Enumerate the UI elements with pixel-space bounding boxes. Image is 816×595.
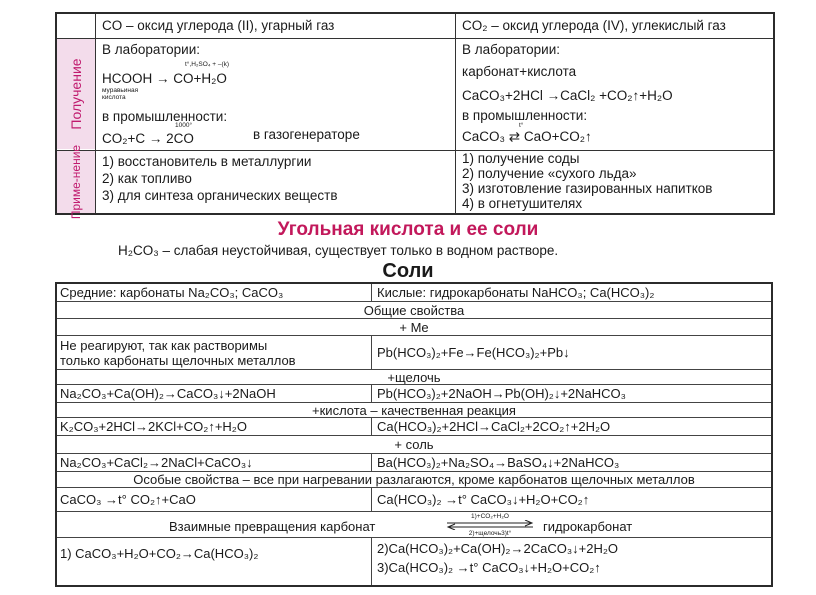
- metal-right-reaction: Pb(HCO₃)₂+Fe→Fe(HCO₃)₂+Pb↓: [377, 345, 570, 360]
- section-title: Угольная кислота и ее соли: [277, 219, 539, 240]
- metal-left-line: Не реагируют, так как растворимы: [60, 338, 268, 353]
- col-divider: [371, 335, 372, 369]
- header-carbonates: Средние: карбонаты Na₂CO₃; CaCO₃: [60, 285, 284, 300]
- acid-description: H₂CO₃ – слабая неустойчивая, существует только в водном растворе.: [118, 243, 559, 258]
- co-lab-label: В лаборатории:: [102, 42, 200, 57]
- col-divider: [371, 487, 372, 511]
- co2-app-item: 3) изготовление газированных напитков: [462, 181, 713, 196]
- final-right-reaction: 3)Ca(HCO₃)₂ →t° CaCO₃↓+H₂O+CO₂↑: [377, 560, 601, 575]
- heat-left-reaction: CaCO₃ →t° CO₂↑+CaO: [60, 492, 196, 507]
- table-row: [57, 417, 771, 436]
- interconversion-forward: 1)+CO₂+H₂O: [471, 513, 509, 520]
- final-left-reaction: 1) CaCO₃+H₂O+CO₂→Ca(HCO₃)₂: [60, 546, 259, 561]
- salts-table: [55, 282, 773, 587]
- interconversion-right: гидрокарбонат: [543, 519, 633, 534]
- co2-lab-reaction: CaCO₃+2HCl →CaCl₂ +CO₂↑+H₂O: [462, 88, 673, 103]
- co-industry-temp: 1000°: [175, 122, 193, 129]
- table-row: [57, 284, 771, 301]
- co2-industry-temp: t°: [519, 122, 524, 129]
- co-industry-reaction: CO₂+C → 2CO: [102, 131, 194, 146]
- co2-lab-sub: карбонат+кислота: [462, 64, 577, 79]
- co-lab-note: муравьиная кислота: [102, 87, 139, 101]
- co-lab-reaction: HCOOH → CO+H₂O: [102, 71, 227, 86]
- side-label-text: Получение: [68, 58, 84, 130]
- side-label-application: [57, 144, 95, 220]
- col-divider: [371, 453, 372, 471]
- co2-industry-reaction: CaCO₃ ⇄ CaO+CO₂↑: [462, 129, 592, 144]
- col-divider: [371, 284, 372, 301]
- acid-left-reaction: K₂CO₃+2HCl→2KCl+CO₂↑+H₂O: [60, 419, 247, 434]
- table-row: [57, 335, 771, 370]
- side-label-text: Приме-нение: [69, 144, 83, 220]
- alkali-left-reaction: Na₂CO₃+Ca(OH)₂→CaCO₃↓+2NaOH: [60, 386, 276, 401]
- general-properties: Общие свойства: [363, 303, 465, 318]
- special-properties: Особые свойства – все при нагревании разлагаются, кроме карбонатов щелочных металлов: [133, 472, 695, 487]
- table-row: [57, 318, 771, 336]
- table-row: [57, 402, 771, 418]
- table-row: [57, 384, 771, 403]
- table-row: [57, 471, 771, 488]
- final-right-reaction: 2)Ca(HCO₃)₂+Ca(OH)₂→2CaCO₃↓+2H₂O: [377, 541, 618, 556]
- co-industry-note: в газогенераторе: [253, 127, 360, 142]
- side-label-obtaining: [57, 39, 95, 149]
- co2-app-item: 4) в огнетушителях: [462, 196, 583, 211]
- co-industry-label: в промышленности:: [102, 109, 228, 124]
- table-row: [57, 435, 771, 454]
- interconversion-left: Взаимные превращения карбонат: [169, 519, 376, 534]
- co2-lab-label: В лаборатории:: [462, 42, 560, 57]
- alkali-label: +щелочь: [387, 370, 441, 385]
- acid-label: +кислота – качественная реакция: [312, 403, 516, 418]
- table-row: [57, 301, 771, 319]
- salt-label: + соль: [394, 437, 434, 452]
- oxides-table: [55, 12, 775, 220]
- alkali-right-reaction: Pb(HCO₃)₂+2NaOH→Pb(OH)₂↓+2NaHCO₃: [377, 386, 626, 401]
- acid-right-reaction: Ca(HCO₃)₂+2HCl→CaCl₂+2CO₂↑+2H₂O: [377, 419, 611, 434]
- row-divider: [57, 150, 773, 151]
- metal-left-line: только карбонаты щелочных металлов: [60, 353, 296, 368]
- col-divider: [95, 14, 96, 213]
- interconversion-reverse: 2)+щелочь3)t°: [468, 530, 512, 537]
- table-row: [57, 453, 771, 472]
- table-row: [57, 487, 771, 512]
- salt-right-reaction: Ba(HCO₃)₂+Na₂SO₄→BaSO₄↓+2NaHCO₃: [377, 455, 620, 470]
- co2-app-item: 2) получение «сухого льда»: [462, 166, 637, 181]
- header-hydrocarbonates: Кислые: гидрокарбонаты NaHCO₃; Ca(HCO₃)₂: [377, 285, 655, 300]
- table-row: [57, 511, 771, 538]
- header-co: CO – оксид углерода (II), угарный газ: [102, 18, 335, 33]
- equilibrium-arrows-icon: [445, 520, 535, 530]
- header-co2: CO₂ – оксид углерода (IV), углекислый газ: [462, 18, 726, 33]
- col-divider: [455, 14, 456, 213]
- row-divider: [57, 38, 773, 39]
- table-row: [57, 537, 771, 586]
- co2-app-item: 1) получение соды: [462, 151, 580, 166]
- co-app-item: 2) как топливо: [102, 171, 192, 186]
- co-app-item: 3) для синтеза органических веществ: [102, 188, 338, 203]
- metal-label: + Me: [399, 320, 429, 335]
- co-lab-condition: t°,H₂SO₄ + –(k): [185, 61, 230, 68]
- col-divider: [371, 537, 372, 585]
- salt-left-reaction: Na₂CO₃+CaCl₂→2NaCl+CaCO₃↓: [60, 455, 253, 470]
- col-divider: [371, 384, 372, 402]
- table-row: [57, 369, 771, 385]
- salts-title: Соли: [382, 260, 434, 282]
- heat-right-reaction: Ca(HCO₃)₂ →t° CaCO₃↓+H₂O+CO₂↑: [377, 492, 590, 507]
- col-divider: [371, 417, 372, 435]
- co2-industry-label: в промышленности:: [462, 108, 588, 123]
- co-app-item: 1) восстановитель в металлургии: [102, 154, 312, 169]
